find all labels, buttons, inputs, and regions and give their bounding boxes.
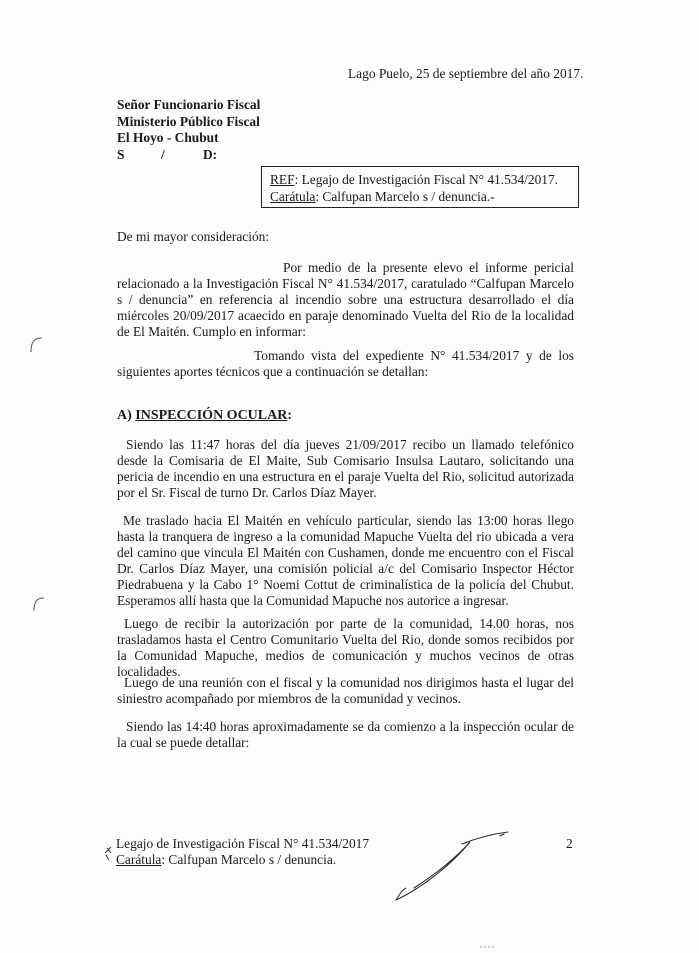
ref-box (261, 166, 579, 208)
section-suffix: : (287, 408, 293, 423)
greeting: De mi mayor consideración: (117, 229, 270, 244)
section-prefix: A) (117, 408, 136, 423)
addressee-line-2: Ministerio Público Fiscal (117, 113, 260, 129)
footer-block (116, 836, 369, 868)
paragraph-autorizacion: Luego de recibir la autorización por parte de la comunidad, 14.00 horas, nos trasladamos hasta el Centro Comunitario Vuelta del Rio, donde somos recibidos por la Comunidad Mapuche, medios de comunicación y muchos vecinos de otras localidades. (117, 616, 574, 679)
footer-tick-mark (102, 839, 116, 863)
paragraph-traslado: Me traslado hacia El Maitén en vehículo particular, siendo las 13:00 horas llego hasta la tranquera de ingreso a la comunidad Mapuche Vuelta del rio ubicada a vera del camino que vincula El Maitén con Cushamen, donde me encuentro con el Fiscal Dr. Carlos Díaz Mayer, una comisión policial a/c del Comisario Inspector Héctor Piedrabuena y la Cabo 1° Noemi Cottut de criminalística de la policía del Chubut. Esperamos allí hasta que la Comunidad Mapuche nos autorice a ingresar. (117, 513, 574, 608)
margin-hole-mark-bottom (30, 596, 46, 614)
addressee-s: S (117, 146, 125, 162)
addressee-d: D: (203, 146, 218, 162)
caratula-label: Carátula (270, 189, 316, 204)
ref-text: : Legajo de Investigación Fiscal N° 41.534/2017. (294, 172, 559, 187)
page-number: 2 (566, 836, 573, 851)
addressee-line-1: Señor Funcionario Fiscal (117, 97, 261, 112)
paragraph-expediente: Tomando vista del expediente N° 41.534/2017 y de los siguientes aportes técnicos que a continuación se detallan: (117, 348, 574, 379)
caratula-line (270, 188, 578, 205)
paragraph-inspeccion: Siendo las 14:40 horas aproximadamente se da comienzo a la inspección ocular de la cual se puede detallar: (117, 719, 574, 750)
addressee-block (117, 97, 260, 163)
caratula-text: : Calfupan Marcelo s / denuncia.- (315, 189, 495, 204)
addressee-line-3: El Hoyo - Chubut (117, 130, 219, 145)
addressee-sd-line (117, 147, 260, 164)
footer-caratula-text: : Calfupan Marcelo s / denuncia. (161, 852, 337, 867)
margin-hole-mark-top (28, 336, 44, 354)
ref-line (270, 171, 578, 188)
footer-caratula-label: Carátula (116, 852, 162, 867)
section-title: INSPECCIÓN OCULAR (135, 408, 288, 423)
paragraph-intro: Por medio de la presente elevo el informe pericial relacionado a la Investigación Fiscal N° 41.534/2017, caratulado “Calfupan Marcelo s / denuncia” en referencia al incendio sobre una estructura desarrollado el día miércoles 20/09/2017 acaecido en paraje denominado Vuelta del Rio de la localidad de El Maitén. Cumplo en informar: (117, 260, 574, 339)
signature (392, 826, 522, 906)
paragraph-reunion: Luego de una reunión con el fiscal y la comunidad nos dirigimos hasta el lugar del siniestro acompañado por miembros de la comunidad y vecinos. (117, 675, 574, 706)
ref-label: REF (270, 172, 295, 187)
paragraph-llamado: Siendo las 11:47 horas del día jueves 21/09/2017 recibo un llamado telefónico desde la Comisaria de El Maite, Sub Comisario Insulsa Lautaro, solicitando una pericia de incendio en una estructura en el paraje Vuelta del Rio, solicitud autorizada por el Sr. Fiscal de turno Dr. Carlos Díaz Mayer. (117, 437, 574, 500)
addressee-slash: / (161, 146, 165, 162)
scan-speck (478, 944, 498, 950)
footer-legajo: Legajo de Investigación Fiscal N° 41.534/2017 (116, 836, 370, 851)
section-heading (117, 408, 292, 424)
date-line: Lago Puelo, 25 de septiembre del año 2017. (348, 66, 584, 81)
footer-caratula-line (116, 852, 369, 868)
